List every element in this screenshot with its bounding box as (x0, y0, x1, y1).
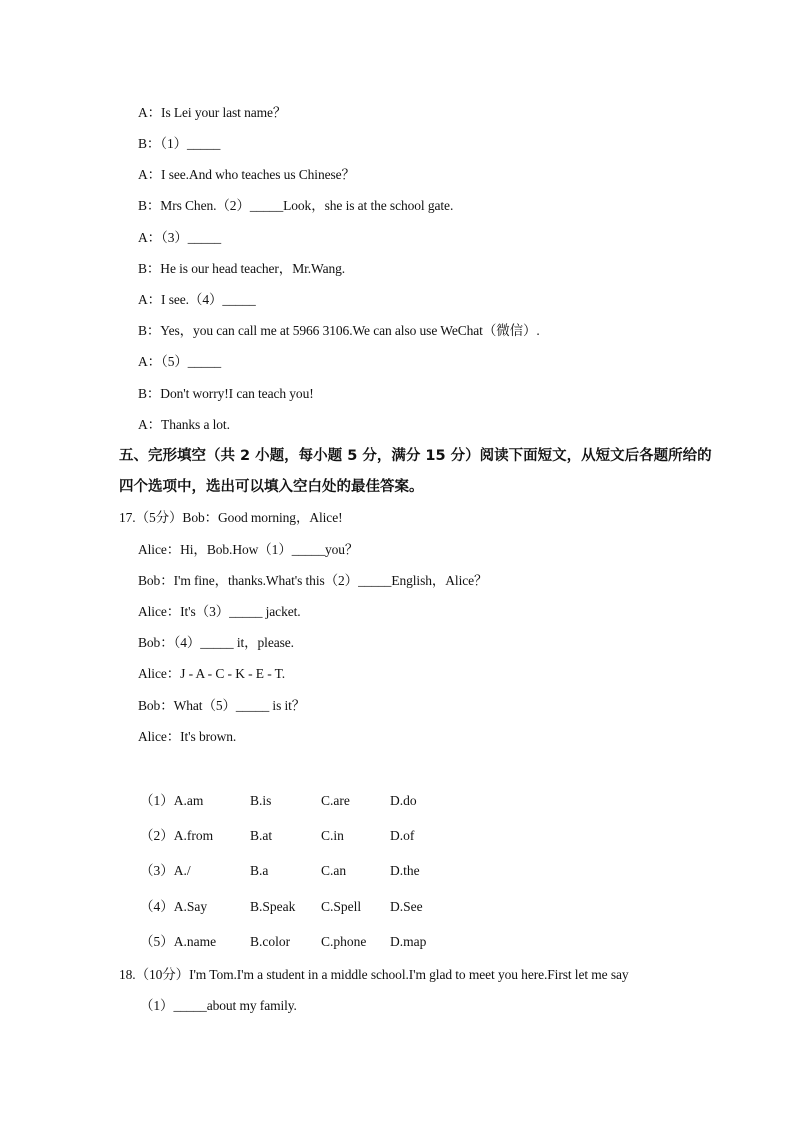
dialogue-line: B：（1）_____ (138, 136, 221, 151)
dialogue-line: Alice：It's brown. (138, 729, 237, 744)
option: （5）A.name (140, 934, 217, 949)
option: C.are (321, 793, 350, 808)
option: B.Speak (250, 899, 296, 914)
option: B.at (250, 828, 273, 843)
dialogue-line: Alice：J - A - C - K - E - T. (138, 666, 286, 681)
option: （3）A./ (140, 863, 191, 878)
dialogue-line: A：I see.And who teaches us Chinese？ (138, 167, 355, 182)
option: D.map (390, 934, 427, 949)
option: （1）A.am (140, 793, 204, 808)
option: C.Spell (321, 899, 362, 914)
dialogue-line: A：Thanks a lot. (138, 417, 230, 432)
option: B.color (250, 934, 291, 949)
dialogue-line: A：Is Lei your last name？ (138, 105, 287, 120)
option: B.is (250, 793, 272, 808)
dialogue-line: Bob：（4）_____ it，please. (138, 635, 294, 650)
option: （4）A.Say (140, 899, 208, 914)
dialogue-line: B：He is our head teacher，Mr.Wang. (138, 261, 346, 276)
option: B.a (250, 863, 269, 878)
dialogue-line: Alice：Hi，Bob.How（1）_____you？ (138, 542, 359, 557)
dialogue-line: A：（5）_____ (138, 354, 221, 369)
option: （2）A.from (140, 828, 214, 843)
option: C.phone (321, 934, 367, 949)
dialogue-line: A：I see.（4）_____ (138, 292, 256, 307)
dialogue-line: Bob：What（5）_____ is it？ (138, 698, 306, 713)
option: D.do (390, 793, 417, 808)
question-17-intro: 17.（5分）Bob：Good morning，Alice! (119, 510, 343, 525)
dialogue-line: A：（3）_____ (138, 230, 221, 245)
question-18-text: （1）_____about my family. (140, 998, 297, 1013)
option: C.an (321, 863, 347, 878)
option: D.the (390, 863, 420, 878)
dialogue-line: B：Don't worry!I can teach you! (138, 386, 314, 401)
dialogue-line: Bob：I'm fine，thanks.What's this（2）_____English，Alice？ (138, 573, 488, 588)
section-heading: 四个选项中，选出可以填入空白处的最佳答案。 (119, 479, 424, 495)
option: D.See (390, 899, 423, 914)
option: C.in (321, 828, 344, 843)
dialogue-line: B：Yes，you can call me at 5966 3106.We can also use WeChat（微信）. (138, 323, 540, 338)
section-heading: 五、完形填空（共 2 小题，每小题 5 分，满分 15 分）阅读下面短文，从短文后各题所给的 (119, 448, 712, 464)
dialogue-line: B：Mrs Chen.（2）_____Look，she is at the school gate. (138, 198, 454, 213)
option: D.of (390, 828, 415, 843)
dialogue-line: Alice：It's（3）_____ jacket. (138, 604, 301, 619)
question-18-intro: 18.（10分）I'm Tom.I'm a student in a middle school.I'm glad to meet you here.First let me say (119, 967, 629, 982)
